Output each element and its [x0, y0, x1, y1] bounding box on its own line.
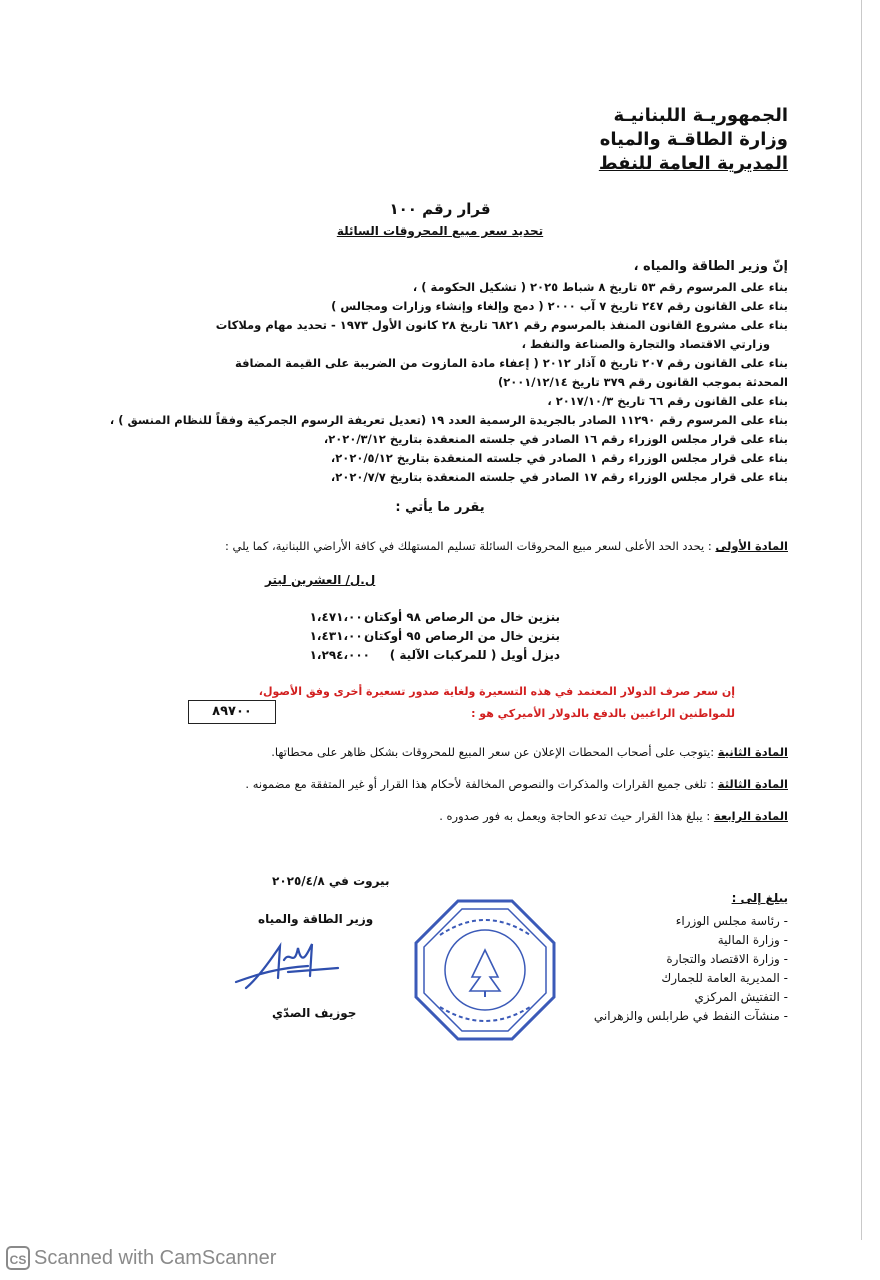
basis-line: بناء على القانون رقم ٢٠٧ تاريخ ٥ آذار ٢٠١٢ ( إعفاء مادة المازوت من الضريبة على القيمة المضافة [235, 356, 788, 370]
scan-edge-line [861, 0, 862, 1240]
minister-title: وزير الطاقة والمياه [258, 912, 374, 926]
ministry-stamp [410, 895, 560, 1045]
article-1-label: المادة الأولى [715, 539, 788, 553]
fuel-price: ١،٤٣١،٠٠٠ [309, 629, 370, 643]
signature [228, 938, 348, 998]
basis-line: بناء على قرار مجلس الوزراء رقم ١٧ الصادر في جلسته المنعقدة بتاريخ ٢٠٢٠/٧/٧، [330, 470, 788, 484]
fuel-name: ديزل أويل ( للمركبات الآلية ) [389, 648, 560, 662]
article-3-label: المادة الثالثة [717, 777, 788, 791]
distribution-heading: يبلغ إلى : [731, 891, 788, 905]
article-2-text: :يتوجب على أصحاب المحطات الإعلان عن سعر المبيع للمحروقات بشكل ظاهر على محطاتها. [271, 745, 715, 759]
basis-line: بناء على قرار مجلس الوزراء رقم ١ الصادر في جلسته المنعقدة بتاريخ ٢٠٢٠/٥/١٢، [330, 451, 788, 465]
article-2 [271, 743, 788, 761]
minister-name: جوزيف الصدّي [272, 1006, 357, 1020]
basis-line: بناء على المرسوم رقم ٥٣ تاريخ ٨ شباط ٢٠٢٥ ( تشكيل الحكومة ) ، [412, 280, 788, 294]
basis-line: المحدثة بموجب القانون رقم ٣٧٩ تاريخ ٢٠٠١/١٢/١٤) [497, 375, 788, 389]
distribution-item: - رئاسة مجلس الوزراء [675, 914, 788, 928]
dollar-note-line-1: إن سعر صرف الدولار المعتمد في هذه التسعيرة ولغاية صدور تسعيرة أخرى وفق الأصول، [258, 685, 735, 698]
fuel-name: بنزين خال من الرصاص ٩٥ أوكتان [363, 629, 560, 643]
place-date: بيروت في ٢٠٢٥/٤/٨ [272, 874, 390, 888]
header-republic: الجمهوريـة اللبنانيـة [613, 105, 788, 126]
basis-line: وزارتي الاقتصاد والتجارة والصناعة والنفط ، [521, 337, 770, 351]
camscanner-text: Scanned with CamScanner [34, 1246, 277, 1269]
basis-line: بناء على مشروع القانون المنفذ بالمرسوم رقم ٦٨٢١ تاريخ ٢٨ كانون الأول ١٩٧٣ - تحديد مهام وملاكات [215, 318, 788, 332]
dollar-note-line-2: للمواطنين الراغبين بالدفع بالدولار الأميركي هو : [471, 707, 735, 720]
distribution-item: - منشآت النفط في طرابلس والزهراني [593, 1009, 788, 1023]
header-ministry: وزارة الطاقـة والمياه [599, 129, 788, 150]
article-1 [225, 537, 788, 555]
decision-number: قرار رقم ١٠٠ [389, 200, 491, 218]
distribution-item: - المديرية العامة للجمارك [661, 971, 788, 985]
basis-line: بناء على قرار مجلس الوزراء رقم ١٦ الصادر في جلسته المنعقدة بتاريخ ٢٠٢٠/٣/١٢، [323, 432, 788, 446]
camscanner-logo-icon: CS [6, 1246, 30, 1270]
article-4 [439, 807, 788, 825]
article-1-text: : يحدد الحد الأعلى لسعر مبيع المحروقات السائلة تسليم المستهلك في كافة الأراضي اللبنانية، كما يلي : [224, 539, 712, 553]
price-unit: ل.ل/ العشرين ليتر [265, 573, 376, 587]
article-4-label: المادة الرابعة [713, 809, 788, 823]
decides-heading: يقرر ما يأتي : [395, 500, 485, 515]
basis-line: بناء على المرسوم رقم ١١٢٩٠ الصادر بالجريدة الرسمية العدد ١٩ (تعديل تعريفة الرسوم الجمركية وفقاً للنظام المنسق ) ، [109, 413, 788, 427]
camscanner-watermark [6, 1246, 276, 1270]
fuel-price: ١،٤٧١،٠٠٠ [309, 610, 370, 624]
distribution-item: - وزارة الاقتصاد والتجارة [666, 952, 788, 966]
article-3-text: : تلغى جميع القرارات والمذكرات والنصوص المخالفة لأحكام هذا القرار أو غير المتفقة مع مضمونه . [245, 777, 715, 791]
cedar-icon [470, 950, 500, 991]
fuel-name: بنزين خال من الرصاص ٩٨ أوكتان [363, 610, 560, 624]
decision-subject: تحديد سعر مبيع المحروقات السائلة [336, 224, 544, 238]
basis-line: بناء على القانون رقم ٦٦ تاريخ ٢٠١٧/١٠/٣ ، [547, 394, 788, 408]
article-3 [245, 775, 788, 793]
article-4-text: : يبلغ هذا القرار حيث تدعو الحاجة ويعمل به فور صدوره . [439, 809, 711, 823]
distribution-item: - التفتيش المركزي [694, 990, 788, 1004]
article-2-label: المادة الثانية [717, 745, 788, 759]
fuel-price: ١،٢٩٤،٠٠٠ [309, 648, 370, 662]
distribution-item: - وزارة المالية [717, 933, 788, 947]
basis-line: بناء على القانون رقم ٢٤٧ تاريخ ٧ آب ٢٠٠٠ ( دمج وإلغاء وإنشاء وزارات ومجالس ) [331, 299, 788, 313]
exchange-rate-box: ٨٩٧٠٠ [188, 700, 276, 724]
preamble: إنّ وزير الطاقة والمياه ، [633, 259, 788, 274]
header-directorate: المديرية العامة للنفط [598, 153, 788, 174]
